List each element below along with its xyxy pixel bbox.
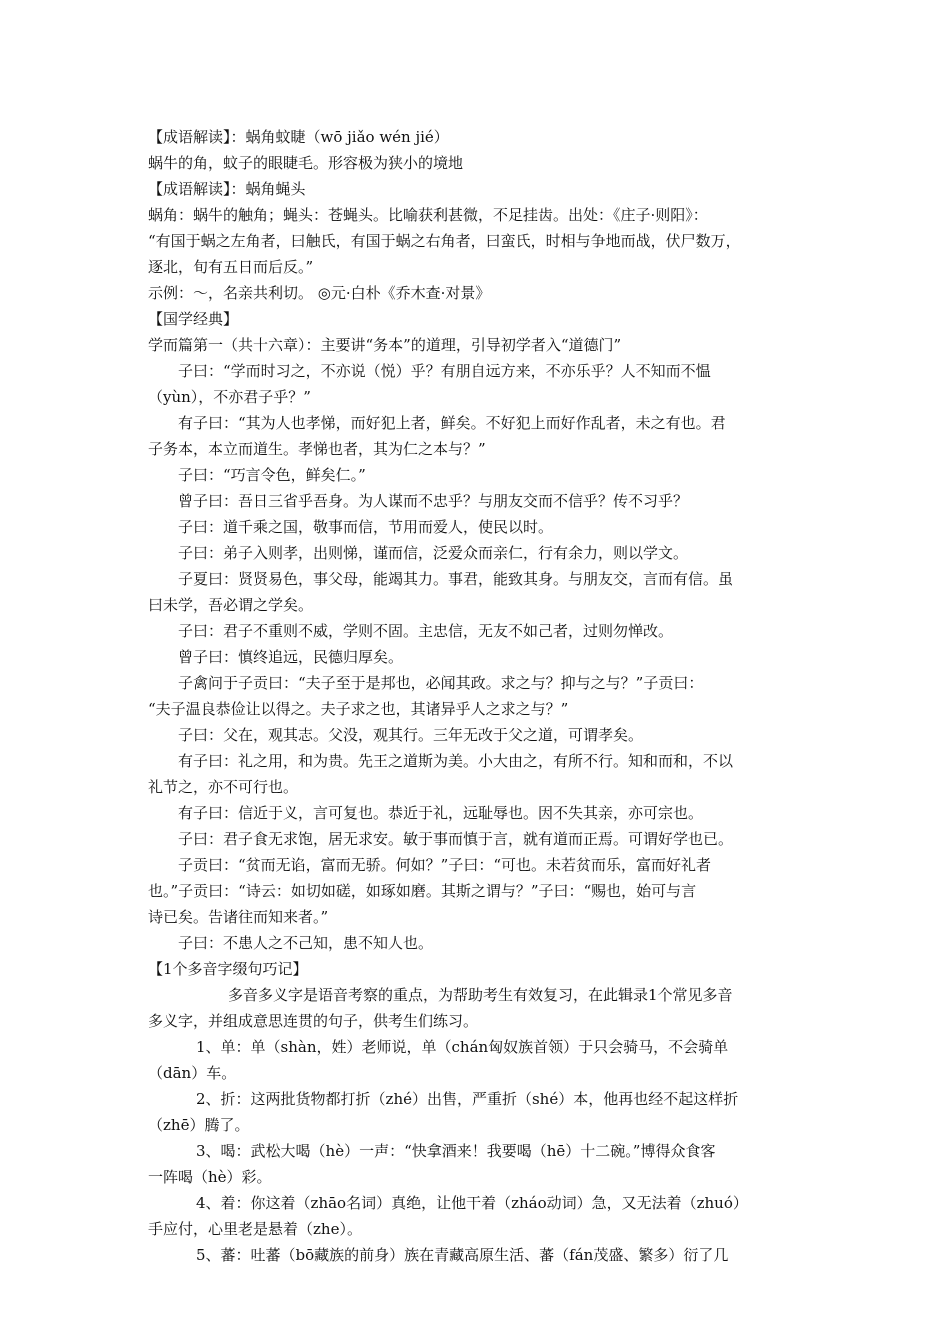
classics-line: 子曰：君子不重则不威，学则不固。主忠信，无友不如己者，过则勿惮改。	[178, 622, 674, 640]
idiom-explanation-line: “有国于蜗之左角者，曰触氏，有国于蜗之右角者，曰蛮氏，时相与争地而战，伏尸数万，	[148, 232, 741, 250]
polyphone-line: 多义字，并组成意思连贯的句子，供考生们练习。	[148, 1012, 479, 1030]
idiom-explanation-1: 蜗牛的角，蚊子的眼睫毛。形容极为狭小的境地	[148, 154, 464, 172]
idiom-explanation-line: 蜗角：蜗牛的触角；蝇头：苍蝇头。比喻获利甚微，不足挂齿。出处：《庄子·则阳》：	[148, 206, 708, 224]
classics-line: 也。”子贡曰：“诗云：如切如磋，如琢如磨。其斯之谓与？”子曰：“赐也，始可与言	[148, 882, 697, 900]
classics-intro: 学而篇第一（共十六章）：主要讲“务本”的道理，引导初学者入“道德门”	[148, 336, 622, 354]
classics-line: 子曰：“巧言令色，鲜矣仁。”	[178, 466, 366, 484]
classics-line: 曾子曰：慎终追远，民德归厚矣。	[178, 648, 404, 666]
classics-line: （yùn），不亦君子乎？”	[148, 388, 311, 406]
polyphone-body	[148, 982, 808, 1268]
idiom-example-line: 示例：～，名亲共利切。 ◎元·白朴《乔木查·对景》	[148, 284, 491, 302]
polyphone-line: 多音多义字是语音考察的重点，为帮助考生有效复习，在此辑录1个常见多音	[228, 986, 733, 1004]
polyphone-heading: 【1个多音字缀句巧记】	[148, 960, 308, 978]
polyphone-line: 一阵喝（hè）彩。	[148, 1168, 272, 1186]
classics-line: 有子曰：礼之用，和为贵。先王之道斯为美。小大由之，有所不行。知和而和，不以	[178, 752, 734, 770]
classics-line: 子曰：父在，观其志。父没，观其行。三年无改于父之道，可谓孝矣。	[178, 726, 644, 744]
classics-line: 子曰：不患人之不己知，患不知人也。	[178, 934, 434, 952]
classics-line: “夫子温良恭俭让以得之。夫子求之也，其诸异乎人之求之与？”	[148, 700, 569, 718]
classics-body	[148, 358, 808, 956]
classics-line: 子曰：道千乘之国，敬事而信，节用而爱人，使民以时。	[178, 518, 554, 536]
polyphone-line: 手应付，心里老是悬着（zhe）。	[148, 1220, 362, 1238]
classics-line: 曾子曰：吾日三省乎吾身。为人谋而不忠乎？与朋友交而不信乎？传不习乎？	[178, 492, 689, 510]
idiom-explanation-line: 逐北，旬有五日而后反。”	[148, 258, 314, 276]
classics-line: 子务本，本立而道生。孝悌也者，其为仁之本与？”	[148, 440, 486, 458]
classics-heading: 【国学经典】	[148, 310, 239, 328]
idiom-heading-2: 【成语解读】：蜗角蝇头	[148, 180, 306, 198]
classics-line: 子曰：弟子入则孝，出则悌，谨而信，泛爱众而亲仁，行有余力，则以学文。	[178, 544, 689, 562]
idiom-heading-1: 【成语解读】：蜗角蚊睫（wō jiǎo wén jié）	[148, 128, 449, 146]
polyphone-line: 2、折：这两批货物都打折（zhé）出售，严重折（shé）本，他再也经不起这样折	[196, 1090, 739, 1108]
classics-line: 诗已矣。告诸往而知来者。”	[148, 908, 329, 926]
polyphone-line: 3、喝：武松大喝（hè）一声：“快拿酒来！我要喝（hē）十二碗。”博得众食客	[196, 1142, 716, 1160]
classics-line: 子曰：君子食无求饱，居无求安。敏于事而慎于言，就有道而正焉。可谓好学也已。	[178, 830, 734, 848]
classics-line: 子禽问于子贡曰：“夫子至于是邦也，必闻其政。求之与？抑与之与？”子贡曰：	[178, 674, 704, 692]
polyphone-line: （dān）车。	[148, 1064, 237, 1082]
document-page	[148, 124, 808, 1268]
classics-line: 有子曰：信近于义，言可复也。恭近于礼，远耻辱也。因不失其亲，亦可宗也。	[178, 804, 704, 822]
classics-line: 礼节之，亦不可行也。	[148, 778, 299, 796]
polyphone-line: 5、蕃：吐蕃（bō藏族的前身）族在青藏高原生活、蕃（fán茂盛、繁多）衍了几	[196, 1246, 729, 1264]
classics-line: 子曰：“学而时习之，不亦说（悦）乎？有朋自远方来，不亦乐乎？人不知而不愠	[178, 362, 711, 380]
classics-line: 有子曰：“其为人也孝悌，而好犯上者，鲜矣。不好犯上而好作乱者，未之有也。君	[178, 414, 726, 432]
polyphone-line: 4、着：你这着（zhāo名词）真绝，让他干着（zháo动词）急，又无法着（zhuó）	[196, 1194, 748, 1212]
classics-line: 子贡曰：“贫而无谄，富而无骄。何如？”子曰：“可也。未若贫而乐，富而好礼者	[178, 856, 712, 874]
polyphone-line: 1、单：单（shàn，姓）老师说，单（chán匈奴族首领）于只会骑马，不会骑单	[196, 1038, 729, 1056]
classics-line: 子夏曰：贤贤易色，事父母，能竭其力。事君，能致其身。与朋友交，言而有信。虽	[178, 570, 734, 588]
polyphone-line: （zhē）腾了。	[148, 1116, 250, 1134]
classics-line: 曰未学，吾必谓之学矣。	[148, 596, 314, 614]
